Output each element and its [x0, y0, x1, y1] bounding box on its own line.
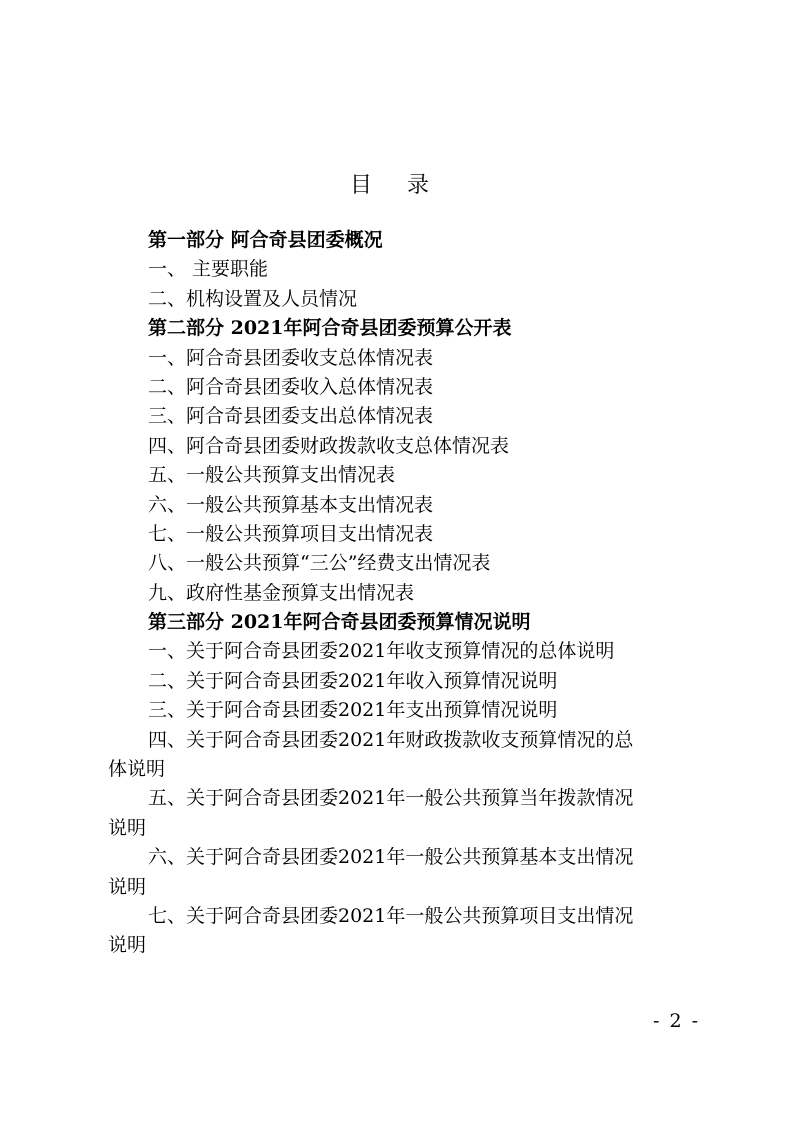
toc-item[interactable]: 四、阿合奇县团委财政拨款收支总体情况表 [148, 434, 510, 457]
toc-item[interactable]: 一、关于阿合奇县团委2021年收支预算情况的总体说明 [148, 640, 615, 663]
toc-item[interactable]: 六、一般公共预算基本支出情况表 [148, 493, 434, 516]
page-number: - 2 - [652, 1010, 700, 1032]
toc-item[interactable]: 七、一般公共预算项目支出情况表 [148, 522, 434, 545]
toc-item-line: 五、关于阿合奇县团委2021年一般公共预算当年拨款情况 [148, 787, 634, 810]
toc-item-line-continued: 说明 [108, 875, 147, 898]
toc-item-wrapped[interactable] [108, 726, 700, 785]
toc-item[interactable]: 三、阿合奇县团委支出总体情况表 [148, 405, 434, 428]
toc-item[interactable]: 五、一般公共预算支出情况表 [148, 464, 396, 487]
toc-item-line: 七、关于阿合奇县团委2021年一般公共预算项目支出情况 [148, 904, 634, 927]
toc-title: 目 录 [350, 173, 443, 198]
toc-item[interactable]: 二、机构设置及人员情况 [148, 287, 358, 310]
toc-item-line-continued: 体说明 [108, 758, 166, 781]
toc-item[interactable]: 八、一般公共预算“三公”经费支出情况表 [148, 552, 491, 575]
toc-item[interactable]: 二、阿合奇县团委收入总体情况表 [148, 375, 434, 398]
toc-item[interactable]: 一、阿合奇县团委收支总体情况表 [148, 346, 434, 369]
toc-item-wrapped[interactable] [108, 784, 700, 843]
toc-item-line: 四、关于阿合奇县团委2021年财政拨款收支预算情况的总 [148, 728, 634, 751]
toc-item[interactable]: 三、关于阿合奇县团委2021年支出预算情况说明 [148, 699, 558, 722]
toc-item-wrapped[interactable] [108, 843, 700, 902]
toc-section-1[interactable]: 第一部分 阿合奇县团委概况 [148, 229, 383, 251]
toc-item-line-continued: 说明 [108, 816, 147, 839]
toc-item-line: 六、关于阿合奇县团委2021年一般公共预算基本支出情况 [148, 846, 634, 869]
toc-item[interactable]: 九、政府性基金预算支出情况表 [148, 581, 415, 604]
toc-item[interactable]: 二、关于阿合奇县团委2021年收入预算情况说明 [148, 669, 558, 692]
toc-section-3[interactable]: 第三部分 2021年阿合奇县团委预算情况说明 [148, 611, 531, 634]
toc-item-line-continued: 说明 [108, 934, 147, 957]
toc-item-wrapped[interactable] [108, 902, 700, 961]
table-of-contents [108, 226, 700, 961]
toc-section-2[interactable]: 第二部分 2021年阿合奇县团委预算公开表 [148, 317, 512, 340]
toc-item[interactable]: 一、 主要职能 [148, 258, 269, 281]
